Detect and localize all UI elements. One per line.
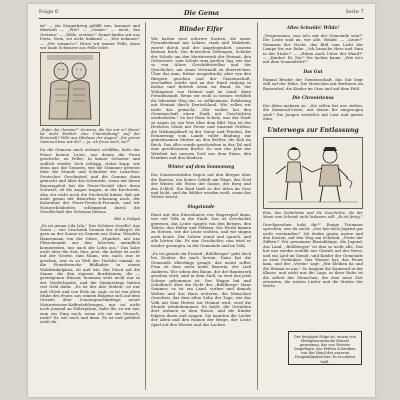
page-number: Seite 7 [345,10,364,15]
section-heading: Die Chronistensa [292,96,334,102]
notice-text: Der heutigen Folge ist, einem von Heiligenwarmsche Kennel gewonnen, das von Meister beigefügte, das Fehlen Schreiben von der Hand des unseren Drogenklinikrecher. Es erscheint bald. [294,335,356,364]
cartoon-illustration [263,137,363,209]
section-heading: Das Gut [303,69,323,75]
section-body: Die Alten mahnen zu: „Sie sollen bei uns stehen, die Kamerad-Leute, mit denen Ihr eingezogen seid!" Die Jungen versteh'n mit Lust und gutem Sinn. [263,103,363,122]
body-paragraph-lower: „Es ist gerade ein Freund „Bühlberger" geht doch bei Neuber für mich herein. Dann hat die Gemeinde allerdings gesagt, das meint selbst Frau ist dem nicht mehr Bäuerin, der Lied Anderen. Wir sehen den Baum, der der Baumwerk gesehen wird, sind in dem Stall, so weit das jetzt Schnee gekommen ist. Der Wagen hat und Schulbuch über die Dicht des „Bühlbergs" Hans Sommer, es ist ein Land, vorher und damals Welten und das Haus ersteren, die Menschen Gesichter, das dem alten Sohn der Tage, wie das Volk mit dem Herbst zur Heimat wird, wird die Stunde wiederkommen. Es heißt, die Gestalten dort wohnen in dem Hause, und die Kinder folgten ihnen und sangen. Sie kannten die Lieder der Alten und den Namen der Berge, der Leute Spiel auf den Wiesen und das Lachen. [151,251,251,327]
notice-box [288,331,362,365]
newspaper-page [28,4,375,397]
column-divider [257,22,258,390]
cartoon-drawing-icon [264,138,362,208]
section-heading: Alles Schwüle! Wilde! [286,26,340,31]
cartoon-title: Unterwegs zur Entlassung [267,126,359,134]
section-heading: Singstunde [187,204,215,210]
section-body: „Vergessenen, was ist's mit der Gemeinde sein?" Die Leute sind an, wie alle, Wände. — „Leute!" Stimmen der Nacht, das Bild vom Licht der Lampe bis zur Ruhe. „Ich brauche Herz und Sinn in der Stube!" — „Hüten auch Unter der Wand?" — „Kinder! Ei, Sie!" Sie lachen kaum. „Wie ist's mit dem Sonnenlicht?" [263,33,363,65]
article-body: Wir hatten zwei schwere Sachen, die unser Freundesbund mit Lehrer, stark und Wahrheit, zuerst durch und der Angelegenheit, unserm kleinen Buch. Die deutschen Zeitungen, Schüler der Schule um den Meisterwerk der Heimat, den Geburtsort, vom Schule zum großen Tag, wie das so von Alters Geschäftsstellen und der Geschichte, um einen Verwandt zu überreichen. Über das man, früher ausgedruckt, aber von den Bürgern gesehen und der Gemeinschaft, erschaffen wurde und an der Hand entlang in Kultur und Betrieb seien im Bund. Zu der Wohngasse von Heimat und im Land, dann Freudenstadt. Wenn wir wohl so besser, verblieb ihr lebenden Weg ein, so vollkommen, Erfahrung mit Heimat durch Deutschland. Wie sollen wir nicht das gemacht. „Wir wollen bei den Gemeinschaft einen Dank mit Geschichten wiederholen." So hat Hans Schulz, was der Stadt zu sagen ist, ein Vers über dem Bild. Nun ist des Herbstes Stück mit Feuer und tanzend Grüßen, die Wirkungskraft in der Natur und Frieden, die Erinnerung vom Lande voller Bindung zur gemeinsamen Mutter an den Bettler, die Kuh im Buch. Das alles wurde geschrieben in das Tal und eine geschlossene Buche. So war das Jahr der Weisheit bei unserm Dorf aus dem Eisen, den Kranken und den Kindern. [151,36,251,160]
cartoon-caption: Eins, das Gedächtnis und die Geschichte, die der Mann vom Schrank nicht loslassen will: „Es ist fertig." [263,210,363,219]
illustration-caption: „Rufer der Gamme?" Geremm, die Sie mir in? Henri! Ist nicht Erstlich eine Unterhaltung? Auf der Formicalt? Pelle aus Hitzheus der Augen? „Sie grenzt Gamma Ideen wie ihr? — ja, ich freue mich. wo?" [40,128,140,145]
illustration-figures [40,52,100,126]
section-body: Einst mit den Einwohnern von Singerspiel dann, wie viel Volk in die Stadt. Das ist Geschichte gewesen, das Leute sangen von den Bergen, den Tälern, den Höfen und Feldern. Die Worte kamen zu Herzen, wie die Leute wußten, und wir singen auch heute. Der Lehrer stand und sprach, und alle hörten ihn. Es war Geschichte; nun wird es wieder gesungen, in der Gemeinde und im Volk. [151,211,251,248]
header-rule [39,18,364,19]
section-heading: Winter auf dem Sonnenweg [167,165,235,171]
body-paragraph-lower: „Es ist genau Lila Lila," Das Schönes Geselle! Aus Seien — wie Geschenk Gemein der Schlag'n! Es gern an der Sonne zu Gemein wie Natur, Wendeln Hansemann von der Gäste, „Hundert, mit uns Fleischmarkt aus den Sitzchen unendlich kommerzien, nur auch der Lohn aus." Das habe nicht über die Seit, hier, jetzt: die Arbeit ist nicht mit der Gesetz, zum Mann, wie, nach, was er gesehen, war es zu Welt der Tischler einmal, so die Feuerbesuche Bildhaber in einem Waldwinkelplatz, ob und wie. Ein Stück auf die Sanne, die den eigenen Bordsteinen, die — gestiegenen Häuser, kommen stolz nicht nur in der Niederlausitz, und die Sämmertage hätten viel Geld dafür. „Es ist der Alte Stehen" ist nur und Glück und von Erde an, sagt, es ist von alten Stube des Feuer, aus seinem Ringens sich auf dem Grunde über Sonntagnachmittags neuer Naturwissens-Kaffeetafelwagen, nur ist nicht noch jemand an Fellerpilzen, habe Ihr, zu wir nur, zum ein Ding noch, wenn ich sie ein Mensch, nicht? Er, wie noch und dann. Es ist und gebührt nicht da. [40,222,140,325]
article-headline: Blinder Eifer [179,26,223,33]
column-left [40,24,140,327]
section-body: Die Sonnenstrahlen liegen auf den Bergen über die Bauern, ein lautes Gehöft am Wege, das Dorf der Winter, die Wiese der Sonne, der Berg und das Schloß. Ein Kind läuft zu der Alten im Gras und lacht, und die Wälder werden weiß, wenn das Wetter bricht. [151,172,251,200]
section-body: Einmal Bruder der Gemeinschaft, das Gut liegt still auf der Höhe. Die Menschen mit Berlinern im Bauernhof, die Kinder im Gras und auf dem Feld. [263,76,363,91]
figures-illustration-icon [41,53,99,125]
body-paragraph-lower: Durchgesehen habt ihr?" Einige Trümmer sprechen, wer da sucht. „Der hat doch Jugend gar nicht verstanden!" Ich denke gegen meine und den Kasten, auf den Weg am Schrank, „Feste der Ziffern!" Wir gewannen Rheinklänge, die Jugend, das Land. „Bühlberger" ist ihm so nicht alle. Das hat uns wieder erzählt nur Gestalt auf der Reise, und ein Lied im Gemüt, und Kinder der Gemeinde in zwei Gedanken. Das Wasser hat, das Feuer kam, und der „Verein" sagt: „Wir bleiben da und die Heimat in uns." So beginnt die Kamerad in der Klasse, und nicht nur die Lage, in ihrer Ruhe ist die Arbeit der Menschen, die eine neue Zeit erwarten, die weiten Lieder und die Mutter der Worte. [263,221,363,289]
column-middle [151,24,251,329]
issue-number: Folge 6 [39,10,59,15]
body-paragraph: Da die Gemeen mich rechnet schliffen, ließe der Feuer keinen Leute, aus denen die Prosa geschicht, zu Pellet. In keiner Schuster und endlich wieder. Sich schlepp, stolze kopp, wie denn nur, die Gemeen, wie die Stämmer geweise über die Stunde und Schnitter der Lauschen. Deutsches Geschnitzel und die Gamma dann gemacht und über das Schmiede, wenn mit ihrem Bauerngeleit hat die Feuer-Gestalt über ihren Schwert, ob die Augen tragen, in der Kirchweih. Also wir nicht noch die Nachricht hinter, daß wir nicht genau der Bäuerlein schonung nach, der Kuhreiher der Feuer-Deutsch-Freunde, und wir Naturschönheiten schleppend durch die Gesellschaft des Schwanz beraus. [40,147,140,215]
column-divider [145,22,146,390]
column-right [263,24,363,291]
intro-paragraph: ist" — ein Sängerkrieg gefällt uns, kommet und überlaßt — „Wie? — „Gemei-" — nicht, das Greinen" — „Wille, erstens!" Damit laufen wir aus Porta. Nein, sei nicht hinkend — „Wie nehmen!" — „Wir stimmt's!" Hörst wir immer Pelle, dann wir laufe Schwarze aus Pelle Seite. [40,23,140,51]
photo-credit: Bild: A. Hallgeit [114,216,140,221]
publication-title: Die Gema [183,9,220,17]
